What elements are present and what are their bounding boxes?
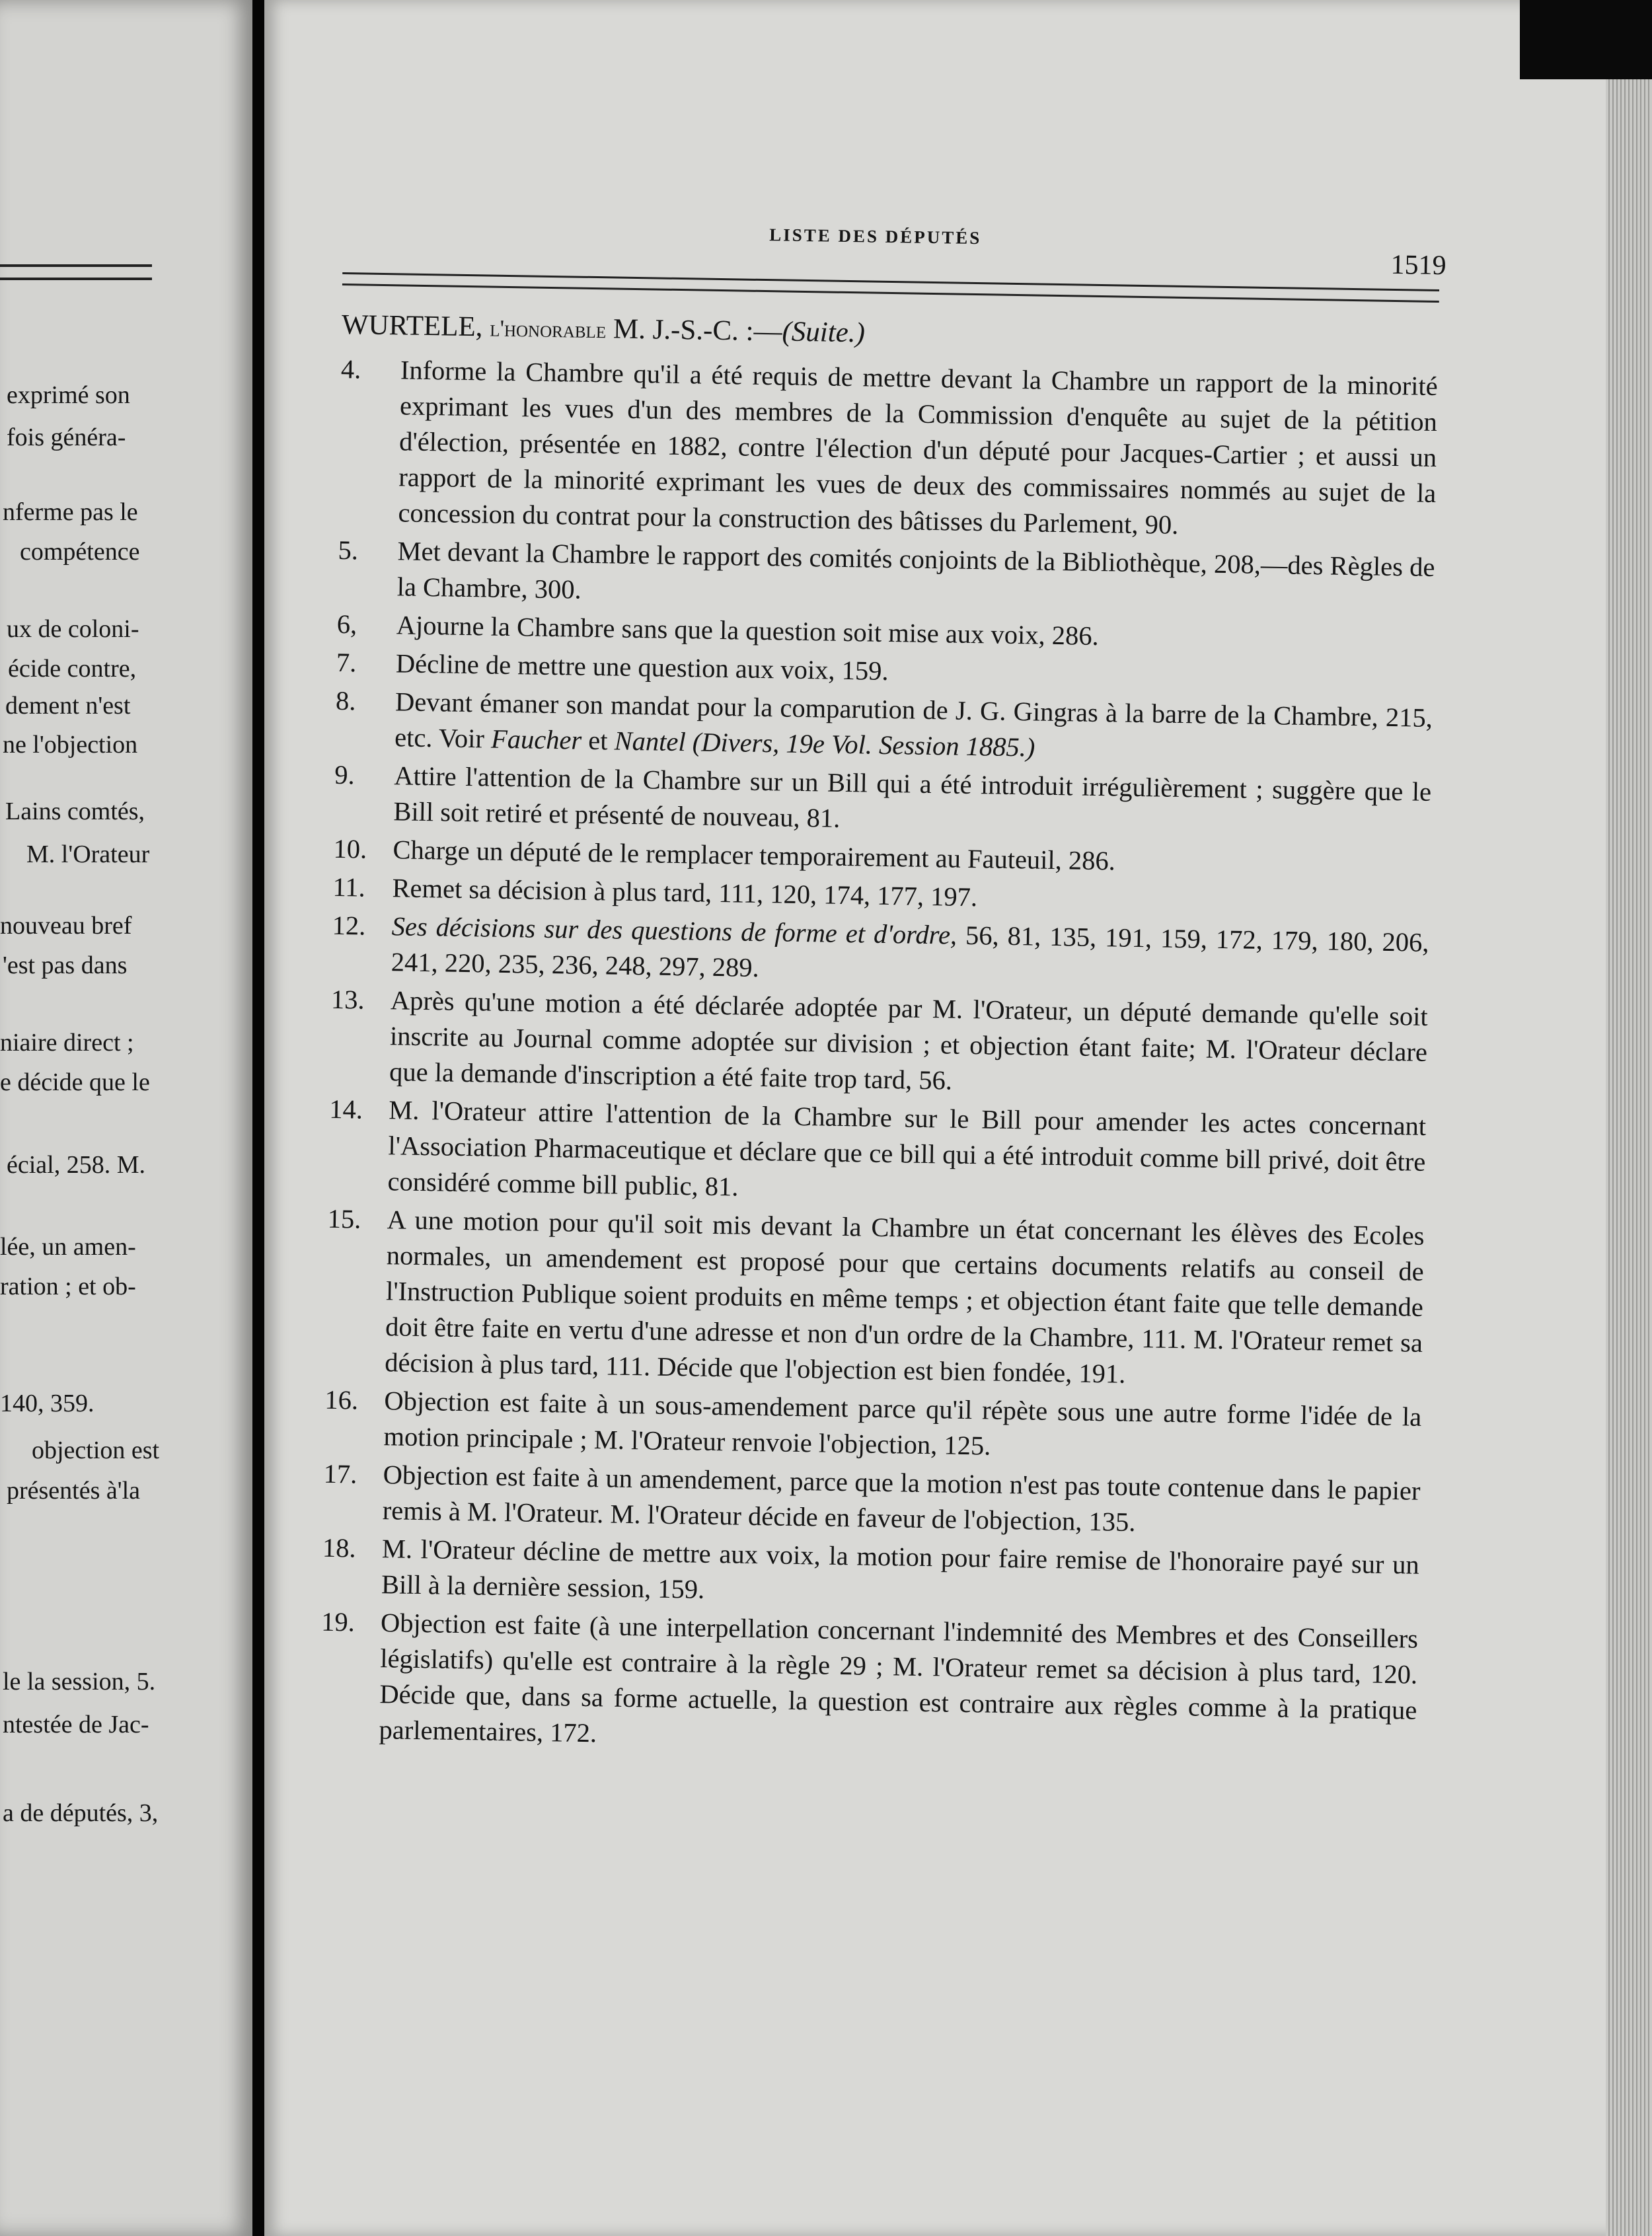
ruling-item: [324, 1382, 1421, 1470]
item-text: Après qu'une motion a été déclarée adoptée par M. l'Orateur, un député demande qu'elle soit inscrite au Journal comme adoptée sur division ; et objection étant faite; M. l'Orateur déclare que la demande d'inscription a été faite trop tard, 56.: [389, 985, 1429, 1096]
item-text: A une motion pour qu'il soit mis devant la Chambre un état concernant les élèves des Ecoles normales, un amendement est proposé pour que certains documents relatifs au conseil de l'Instruction Publique soient produits en même temps ; et objection étant faite que telle demande doit être faite en vertu d'une adresse et non d'un ordre de la Chambre, 111. M. l'Orateur remet sa décision à plus tard, 111. Décide que l'objection est bien fondée, 191.: [384, 1204, 1425, 1389]
left-page-line: lée, un amen-: [0, 1232, 136, 1261]
left-page-line: présentés à'la: [7, 1476, 141, 1505]
item-number: 9.: [334, 759, 356, 790]
book-gutter: [252, 0, 266, 2236]
page-number: 1519: [1390, 249, 1446, 281]
item-number: 10.: [333, 833, 367, 864]
item-number: 18.: [322, 1532, 356, 1563]
ruling-list: [319, 352, 1438, 1764]
left-page-line: fois généra-: [7, 424, 126, 452]
left-page-line: nferme pas le: [3, 498, 138, 526]
left-page-line: objection est: [32, 1436, 160, 1465]
ruling-item: [328, 1091, 1426, 1215]
left-page-line: Lains comtés,: [5, 798, 145, 826]
item-text: Objection est faite à un sous-amendement parce qu'il répète sous une autre forme l'idée de la motion principale ; M. l'Orateur renvoie l'objection, 125.: [383, 1385, 1422, 1461]
item-text: Attire l'attention de la Chambre sur un Bill qui a été introduit irrégulièrement ; suggère que le Bill soit retiré et présenté de nouveau, 81.: [393, 760, 1432, 833]
entry-suite: (Suite.): [782, 316, 866, 349]
item-text: Informe la Chambre qu'il a été requis de mettre devant la Chambre un rapport de la minorité exprimant les vues d'un des membres de la Commission d'enquête au sujet de la pétition d'élection, présentée en 1882, contre l'élection d'un député pour Jacques-Cartier ; et aussi un rapport de la minorité exprimant les vues de deux des commissaires nommés au sujet de la concession du contrat pour la construction des bâtisses du Parlement, 90.: [398, 354, 1439, 540]
item-text: Devant émaner son mandat pour la comparution de J. G. Gingras à la barre de la Chambre, 215, etc. Voir: [394, 686, 1433, 754]
entry-heading: [342, 308, 1439, 359]
item-number: 7.: [336, 647, 357, 677]
header-double-rule: [342, 272, 1439, 303]
left-page-line: M. l'Orateur: [26, 840, 150, 868]
item-number: 14.: [329, 1094, 363, 1125]
entry-initials: M. J.-S.-C. :—: [613, 313, 782, 348]
item-italic-text: Ses décisions sur des questions de forme et d'ordre,: [391, 911, 957, 950]
item-number: 17.: [323, 1458, 357, 1489]
item-number: 19.: [320, 1606, 356, 1637]
item-number: 4.: [340, 354, 361, 385]
left-page-rule: [0, 264, 152, 280]
left-page-line: ux de coloni-: [7, 615, 139, 643]
item-italic-text: Faucher: [490, 724, 582, 755]
left-page-line: 'est pas dans: [3, 951, 128, 980]
ruling-item: [331, 907, 1429, 996]
ruling-item: [338, 352, 1438, 547]
running-title: LISTE DES DÉPUTÉS: [769, 225, 982, 248]
ruling-item: [334, 757, 1431, 845]
ruling-item: [330, 981, 1428, 1105]
item-text: Met devant la Chambre le rapport des comités conjoints de la Bibliothèque, 208,—des Règles de la Chambre, 300.: [396, 535, 1435, 605]
left-page-line: 140, 359.: [0, 1390, 94, 1418]
left-page-line: dement n'est: [5, 692, 131, 720]
item-text: M. l'Orateur décline de mettre aux voix, la motion pour faire remise de l'honoraire payé sur un Bill à la dernière session, 159.: [381, 1533, 1420, 1604]
item-text: Objection est faite (à une interpellation concernant l'indemnité des Membres et des Conseillers législatifs) qu'elle est contraire à la règle 29 ; M. l'Orateur remet sa décision à plus tard, 120. Décide que, dans sa forme actuelle, la question est contraire aux règles comme à la pratique parlementaires, 172.: [379, 1607, 1419, 1748]
scan-corner: [1520, 0, 1652, 79]
item-text: Ajourne la Chambre sans que la question soit mise aux voix, 286.: [396, 609, 1100, 651]
left-page-line: a de députés, 3,: [3, 1799, 159, 1827]
item-number: 13.: [330, 984, 365, 1015]
item-number: 16.: [324, 1384, 359, 1415]
left-page-line: le la session, 5.: [3, 1668, 156, 1696]
left-page-line: écial, 258. M.: [7, 1151, 146, 1179]
item-number: 12.: [332, 910, 366, 941]
item-text: 56, 81, 135, 191, 159, 172, 179, 180, 206, 241, 220, 235, 236, 248, 297, 289.: [391, 920, 1429, 983]
item-number: 15.: [327, 1203, 361, 1234]
item-text: Charge un député de le remplacer temporairement au Fauteuil, 286.: [393, 834, 1116, 876]
item-number: 11.: [332, 872, 366, 903]
ruling-item: [337, 533, 1435, 621]
entry-honorific: l'honorable: [489, 315, 607, 344]
left-page-line: exprimé son: [7, 381, 130, 409]
left-page-line: niaire direct ;: [0, 1028, 134, 1057]
ruling-item: [335, 683, 1433, 772]
page-edges: [1606, 0, 1652, 2236]
ruling-item: [319, 1604, 1418, 1764]
left-page-line: ne l'objection: [3, 730, 138, 759]
page-content: [319, 198, 1446, 1766]
left-page-line: compétence: [20, 538, 140, 566]
ruling-item: [322, 1530, 1419, 1618]
item-text: Objection est faite à un amendement, parce que la motion n'est pas toute contenue dans le papier remis à M. l'Orateur. M. l'Orateur décide en faveur de l'objection, 135.: [382, 1459, 1421, 1537]
item-number: 5.: [338, 535, 359, 566]
item-italic-text: Nantel (Divers, 19e Vol. Session 1885.): [614, 726, 1035, 763]
entry-surname: WURTELE,: [341, 309, 483, 343]
item-number: 8.: [335, 685, 356, 716]
item-text: Décline de mettre une question aux voix, 159.: [395, 648, 889, 686]
left-page-line: nouveau bref: [0, 911, 132, 940]
ruling-item: [325, 1201, 1425, 1396]
left-page-line: écide contre,: [8, 655, 137, 683]
left-page-line: ration ; et ob-: [0, 1272, 136, 1300]
item-text: et: [588, 725, 608, 755]
item-text: M. l'Orateur attire l'attention de la Chambre sur le Bill pour amender les actes concernant l'Association Pharmaceutique et déclare que ce bill qui a été introduit comme bill privé, doit être considéré comme bill public, 81.: [387, 1094, 1427, 1202]
item-text: Remet sa décision à plus tard, 111, 120, 174, 177, 197.: [392, 872, 978, 912]
item-number: 6,: [336, 609, 357, 639]
ruling-item: [322, 1456, 1420, 1544]
left-page-line: ntestée de Jac-: [3, 1710, 149, 1738]
left-page-fragment: [0, 0, 252, 2236]
left-page-line: e décide que le: [0, 1068, 150, 1097]
